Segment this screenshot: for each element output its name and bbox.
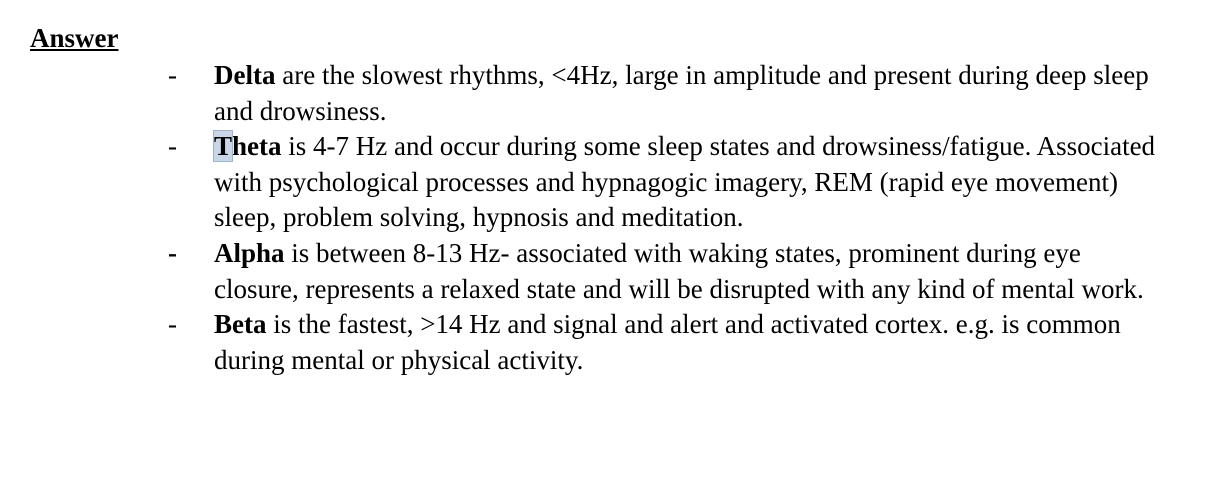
list-item-beta <box>0 307 1224 378</box>
item-text-beta: is the fastest, >14 Hz and signal and alert and activated cortex. e.g. is common during mental or physical activity. <box>214 309 1121 375</box>
text-cursor-selection[interactable]: T <box>214 131 233 162</box>
answer-heading: Answer <box>30 23 119 53</box>
term-alpha: Alpha <box>214 237 285 268</box>
answer-list <box>0 58 1224 378</box>
list-item-alpha <box>0 236 1224 307</box>
term-theta-rest: heta <box>232 131 282 162</box>
item-text-delta: are the slowest rhythms, <4Hz, large in amplitude and present during deep sleep and drowsiness. <box>214 60 1149 126</box>
list-item-delta <box>0 58 1224 129</box>
item-text-alpha: is between 8-13 Hz- associated with waking states, prominent during eye closure, represents a relaxed state and will be disrupted with any kind of mental work. <box>214 237 1144 304</box>
item-text-theta: is 4-7 Hz and occur during some sleep states and drowsiness/fatigue. Associated with psychological processes and hypnagogic imagery, REM (rapid eye movement) sleep, problem solving, hypnosis and meditation. <box>214 131 1156 233</box>
list-item-theta <box>0 129 1224 236</box>
list-dash: - <box>168 131 177 162</box>
list-dash: - <box>168 60 177 90</box>
term-beta: Beta <box>214 309 267 340</box>
term-delta: Delta <box>214 60 276 90</box>
term-theta <box>214 131 282 161</box>
list-dash: - <box>168 309 177 340</box>
list-dash: - <box>168 237 177 268</box>
